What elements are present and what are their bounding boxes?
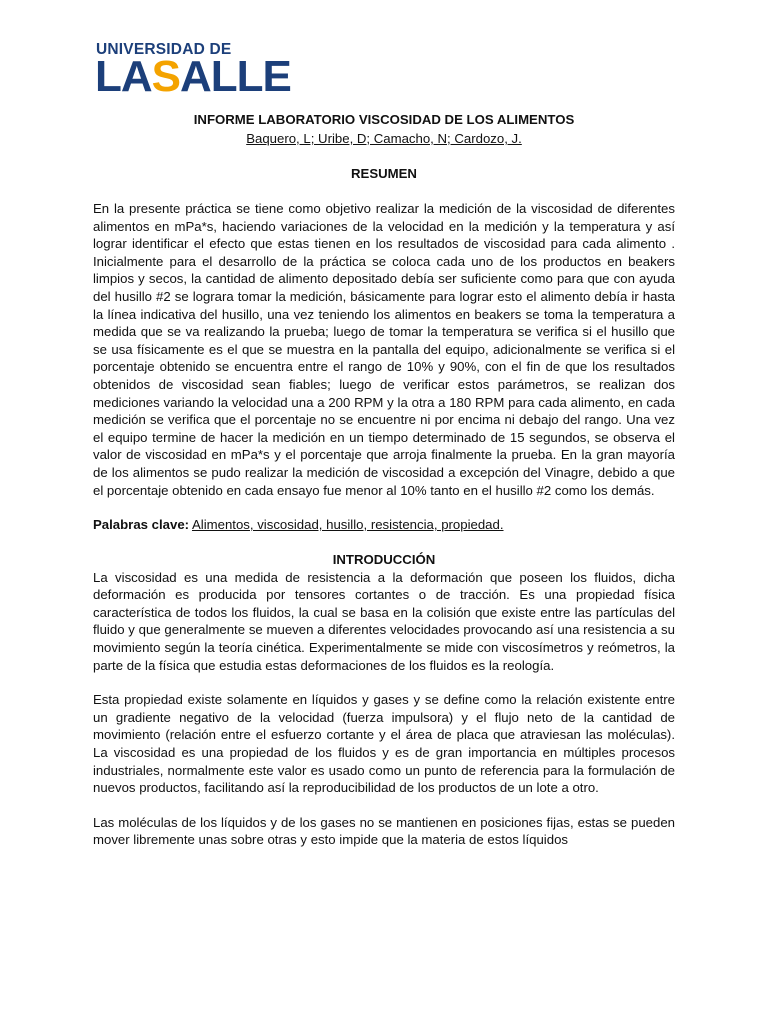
document-title: INFORME LABORATORIO VISCOSIDAD DE LOS ALIMENTOS: [193, 112, 575, 127]
logo-part-la: LA: [95, 52, 152, 101]
keywords-text: Alimentos, viscosidad, husillo, resistencia, propiedad.: [191, 517, 504, 533]
spacer: [93, 148, 675, 165]
logo-line-top: UNIVERSIDAD DE: [96, 41, 232, 58]
document-authors: Baquero, L; Uribe, D; Camacho, N; Cardozo, J.: [246, 131, 522, 146]
document-body: [93, 110, 675, 849]
intro-paragraph-3: Las moléculas de los líquidos y de los gases no se mantienen en posiciones fijas, estas se pueden mover libremente unas sobre otras y esto impide que la materia de estos líquidos: [93, 814, 675, 848]
intro-paragraph-1: La viscosidad es una medida de resistencia a la deformación que poseen los fluidos, dicha deformación es producida por tensores cortantes o de tracción. Es una propiedad física característica de todos los fluidos, la cual se basa en la colisión que existe entre las partículas del fluido y que generalmente se mueven a diferentes velocidades provocando así una resistencia a su movimiento según la teoría cinética. Experimentalmente se mide con viscosímetros y reómetros, la parte de la física que estudia estas deformaciones de los fluidos es la reología.: [93, 569, 675, 673]
spacer: [93, 499, 675, 516]
intro-paragraph-2: Esta propiedad existe solamente en líquidos y gases y se define como la relación existente entre un gradiente negativo de la velocidad (fuerza impulsora) y el flujo neto de la cantidad de movimiento (relación entre el esfuerzo cortante y el área de placa que atraviesan las moléculas). La viscosidad es una propiedad de los fluidos y es de gran importancia en múltiples procesos industriales, normalmente este valor es usado como un punto de referencia para la formulación de nuevos productos, facilitando así la reproducibilidad de los productos de un lote a otro.: [93, 692, 675, 796]
logo-part-s: S: [151, 52, 181, 101]
intro-heading: INTRODUCCIÓN: [332, 551, 436, 567]
logo-line-bottom: [95, 54, 291, 100]
university-logo: [95, 40, 315, 100]
logo-part-alle: ALLE: [180, 52, 291, 101]
spacer: [93, 797, 675, 814]
keywords-label: Palabras clave:: [93, 517, 190, 533]
spacer: [93, 183, 675, 200]
spacer: [93, 534, 675, 551]
resumen-paragraph: En la presente práctica se tiene como objetivo realizar la medición de la viscosidad de diferentes alimentos en mPa*s, haciendo variaciones de la velocidad en la medición y la temperatura y así lograr identificar el efecto que estas tienen en los resultados de viscosidad para cada alimento . Inicialmente para el desarrollo de la práctica se coloca cada uno de los productos en beakers limpios y secos, la cantidad de alimento depositado debía ser suficiente como para que con ayuda del husillo #2 se lograra tomar la medición, básicamente para lograr esto el alimento debía ir hasta la línea indicativa del husillo, una vez teniendo los alimentos en beakers se toma la temperatura a medida que se va realizando la prueba; luego de tomar la temperatura se verifica si el husillo que se usa físicamente es el que se muestra en la pantalla del equipo, adicionalmente se verifica si el porcentaje obtenido se encuentra entre el rango de 10% y 90%, con el fin de que los resultados obtenidos de viscosidad sean fiables; luego de verificar estos parámetros, se realizan dos mediciones variando la velocidad una a 200 RPM y la otra a 180 RPM para cada alimento, en cada medición se verifica que el porcentaje no se encuentre ni por encima ni debajo del rango. Una vez el equipo termine de hacer la medición en un tiempo determinado de 15 segundos, se observa el valor de viscosidad en mPa*s y el porcentaje que arroja finalmente la prueba. En la gran mayoría de los alimentos se pudo realizar la medición de viscosidad a excepción del Vinagre, debido a que el porcentaje obtenido en cada ensayo fue menor al 10% tanto en el husillo #2 como los demás.: [93, 201, 675, 498]
keywords-line: [93, 516, 675, 534]
spacer: [93, 674, 675, 691]
resumen-heading: RESUMEN: [351, 166, 417, 181]
